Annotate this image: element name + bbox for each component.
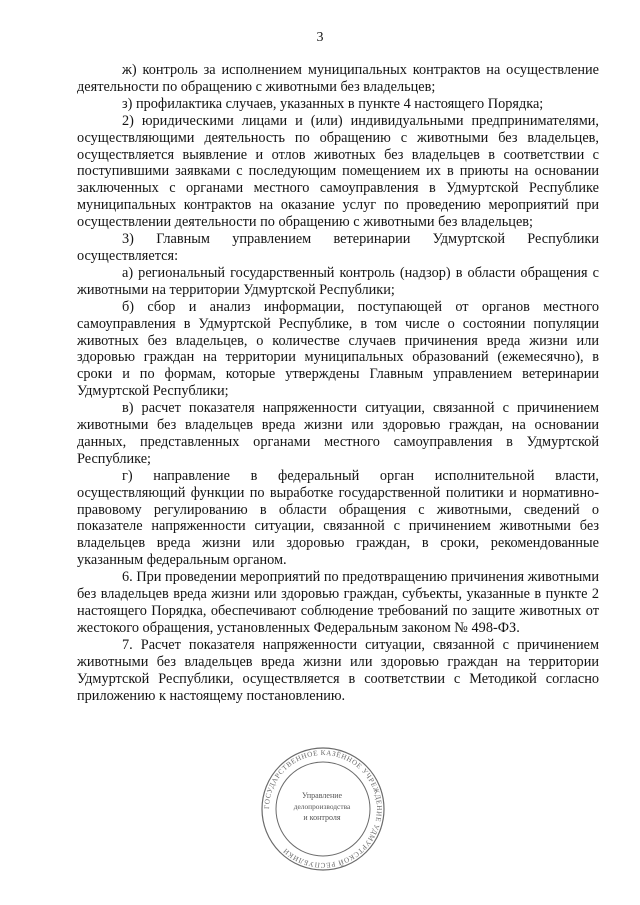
paragraph-item-2: 2) юридическими лицами и (или) индивидуальными предпринимателями, осуществляющими деятельность по обращению с животными без владельцев, осуществляется выявление и отлов животных без владельцев в соответствии с поступившими заявками с последующим помещением их в приюты на основании заключенных с органами местного самоуправления в Удмуртской Республике муниципальных контрактов на оказание услуг по проведению мероприятий при осуществлении деятельности по обращению с животными без владельцев; <box>77 112 599 231</box>
stamp-seal-icon <box>258 746 388 872</box>
paragraph-item-g: г) направление в федеральный орган исполнительной власти, осуществляющий функции по выработке государственной политики и нормативно-правовому регулированию в области обращения с животными, сведений о показателе напряженности ситуации, связанной с причинением животными без владельцев вреда жизни или здоровью граждан, в сроки, рекомендованные указанным федеральным органом. <box>77 467 599 569</box>
stamp-line-1: Управление <box>301 791 343 800</box>
paragraph-item-z: з) профилактика случаев, указанных в пункте 4 настоящего Порядка; <box>122 95 544 112</box>
stamp-line-3: и контроля <box>303 813 341 822</box>
paragraph-item-b: б) сбор и анализ информации, поступающей от органов местного самоуправления в Удмуртской Республике, в том числе о состоянии популяции животных без владельцев, о количестве случаев причинения вреда жизни или здоровью граждан на территории муниципальных образований (ежемесячно), в сроки и по формам, которые утверждены Главным управлением ветеринарии Удмуртской Республики; <box>77 298 599 400</box>
page-number: 3 <box>316 30 324 45</box>
stamp-ring-text: ГОСУДАРСТВЕННОЕ КАЗЁННОЕ УЧРЕЖДЕНИЕ УДМУРТСКОЙ РЕСПУБЛИКИ <box>262 748 384 870</box>
paragraph-point-7: 7. Расчет показателя напряженности ситуации, связанной с причинением животными без владельцев вреда жизни или здоровью граждан на территории Удмуртской Республики, осуществляется в соответствии с Методикой согласно приложению к настоящему постановлению. <box>77 636 599 704</box>
stamp-line-2: делопроизводства <box>293 802 351 811</box>
official-stamp <box>258 746 388 872</box>
paragraph-item-zh: ж) контроль за исполнением муниципальных контрактов на осуществление деятельности по обращению с животными без владельцев; <box>77 62 599 95</box>
paragraph-item-a: а) региональный государственный контроль (надзор) в области обращения с животными на территории Удмуртской Республики; <box>77 264 599 298</box>
paragraph-item-3: 3) Главным управлением ветеринарии Удмуртской Республики осуществляется: <box>77 231 599 264</box>
paragraph-point-6: 6. При проведении мероприятий по предотвращению причинения животными без владельцев вреда жизни или здоровью граждан, субъекты, указанные в пункте 2 настоящего Порядка, обеспечивают соблюдение требований по защите животных от жестокого обращения, установленных Федеральным законом № 498-ФЗ. <box>77 569 599 636</box>
document-body <box>77 62 599 704</box>
paragraph-item-v: в) расчет показателя напряженности ситуации, связанной с причинением животными без владельцев вреда жизни или здоровью граждан, на основании данных, представленных органами местного самоуправления в Удмуртской Республике; <box>77 400 599 467</box>
